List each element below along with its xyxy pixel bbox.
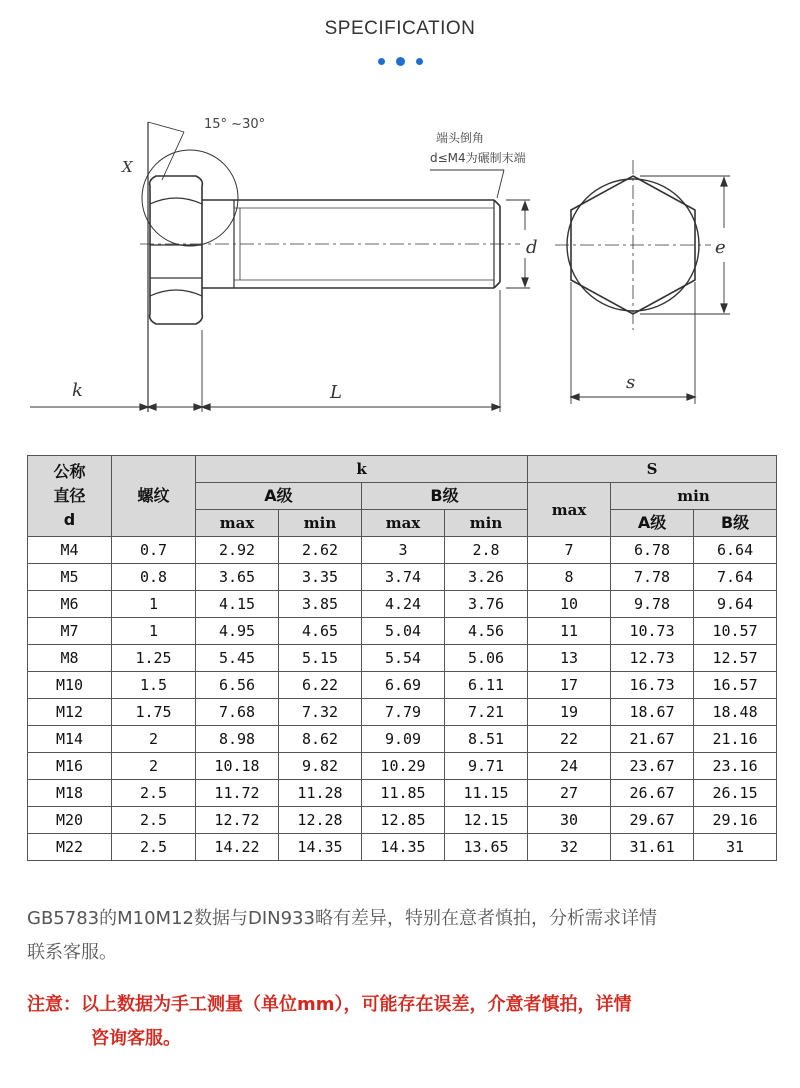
- table-cell: 2.62: [279, 537, 362, 564]
- table-row: [28, 699, 777, 726]
- table-cell: M6: [28, 591, 112, 618]
- table-cell: 6.69: [362, 672, 445, 699]
- s-max-header: max: [528, 483, 611, 537]
- table-cell: M7: [28, 618, 112, 645]
- table-cell: M22: [28, 834, 112, 861]
- table-row: [28, 780, 777, 807]
- table-cell: 8.62: [279, 726, 362, 753]
- table-cell: 6.22: [279, 672, 362, 699]
- table-cell: 16.57: [694, 672, 777, 699]
- table-cell: M20: [28, 807, 112, 834]
- s-group-header: S: [528, 456, 777, 483]
- table-cell: 7.79: [362, 699, 445, 726]
- table-cell: 11: [528, 618, 611, 645]
- table-cell: 5.06: [445, 645, 528, 672]
- table-cell: 3.76: [445, 591, 528, 618]
- table-cell: 24: [528, 753, 611, 780]
- diameter-label: 直径: [53, 486, 86, 505]
- table-cell: 5.04: [362, 618, 445, 645]
- table-cell: 3.65: [196, 564, 279, 591]
- bolt-drawing: [0, 100, 800, 420]
- pitch-header: 螺纹: [112, 456, 196, 537]
- table-cell: 11.28: [279, 780, 362, 807]
- table-row: [28, 537, 777, 564]
- table-cell: 1.5: [112, 672, 196, 699]
- nominal-diameter-header: [28, 456, 112, 537]
- angle-label: 15° ~30°: [204, 117, 266, 132]
- table-cell: 2.92: [196, 537, 279, 564]
- warning-note-line1: 注意：以上数据为手工测量（单位mm），可能存在误差，介意者慎拍，详情: [27, 994, 632, 1015]
- page-title: SPECIFICATION: [324, 18, 476, 39]
- table-cell: 30: [528, 807, 611, 834]
- table-row: [28, 672, 777, 699]
- table-cell: 6.11: [445, 672, 528, 699]
- table-cell: 8: [528, 564, 611, 591]
- table-cell: 11.85: [362, 780, 445, 807]
- table-cell: M14: [28, 726, 112, 753]
- table-cell: 14.35: [362, 834, 445, 861]
- table-cell: 5.45: [196, 645, 279, 672]
- table-cell: 29.67: [611, 807, 694, 834]
- table-cell: 2.5: [112, 834, 196, 861]
- table-row: [28, 645, 777, 672]
- difference-note-line1: GB5783的M10M12数据与DIN933略有差异，特别在意者慎拍，分析需求详情: [27, 908, 657, 929]
- table-row: [28, 753, 777, 780]
- table-cell: 0.7: [112, 537, 196, 564]
- table-cell: 7: [528, 537, 611, 564]
- difference-note: [27, 902, 777, 970]
- table-cell: 32: [528, 834, 611, 861]
- table-cell: 2: [112, 753, 196, 780]
- title-dots: [0, 58, 800, 66]
- table-cell: 12.28: [279, 807, 362, 834]
- table-cell: 12.73: [611, 645, 694, 672]
- warning-note: [27, 988, 777, 1056]
- e-dimension-label: e: [715, 237, 726, 258]
- s-grade-a-header: A级: [611, 510, 694, 537]
- s-min-header: min: [611, 483, 777, 510]
- k-a-max-header: max: [196, 510, 279, 537]
- d-dimension-label: d: [526, 237, 538, 258]
- table-row: [28, 807, 777, 834]
- table-cell: 2.8: [445, 537, 528, 564]
- table-cell: 13.65: [445, 834, 528, 861]
- table-cell: 4.24: [362, 591, 445, 618]
- table-cell: 3.26: [445, 564, 528, 591]
- table-cell: 1.75: [112, 699, 196, 726]
- table-cell: 2.5: [112, 807, 196, 834]
- table-cell: 23.16: [694, 753, 777, 780]
- table-cell: 13: [528, 645, 611, 672]
- table-cell: 22: [528, 726, 611, 753]
- table-cell: 29.16: [694, 807, 777, 834]
- table-cell: 16.73: [611, 672, 694, 699]
- table-cell: 2.5: [112, 780, 196, 807]
- table-row: [28, 618, 777, 645]
- table-cell: 14.35: [279, 834, 362, 861]
- table-cell: 10.57: [694, 618, 777, 645]
- table-row: [28, 564, 777, 591]
- warning-note-line2: 咨询客服。: [91, 1028, 181, 1049]
- table-cell: M5: [28, 564, 112, 591]
- table-cell: 10.29: [362, 753, 445, 780]
- k-grade-a-header: A级: [196, 483, 362, 510]
- table-cell: 7.68: [196, 699, 279, 726]
- table-row: [28, 834, 777, 861]
- table-cell: 19: [528, 699, 611, 726]
- table-cell: 26.15: [694, 780, 777, 807]
- table-cell: 4.56: [445, 618, 528, 645]
- d-label: d: [63, 510, 76, 529]
- table-cell: 14.22: [196, 834, 279, 861]
- table-cell: 5.15: [279, 645, 362, 672]
- table-cell: 21.16: [694, 726, 777, 753]
- table-cell: 3.85: [279, 591, 362, 618]
- table-cell: M10: [28, 672, 112, 699]
- table-cell: M16: [28, 753, 112, 780]
- dot-icon: [396, 57, 405, 66]
- k-dimension-label: k: [72, 380, 83, 401]
- table-cell: M8: [28, 645, 112, 672]
- table-cell: 12.85: [362, 807, 445, 834]
- chamfer-note-line2: d≤M4为碾制末端: [430, 151, 526, 165]
- table-cell: 9.78: [611, 591, 694, 618]
- table-cell: 26.67: [611, 780, 694, 807]
- spec-table: [27, 455, 777, 861]
- table-row: [28, 726, 777, 753]
- table-cell: 23.67: [611, 753, 694, 780]
- table-cell: 9.82: [279, 753, 362, 780]
- chamfer-note-line1: 端头倒角: [436, 131, 485, 145]
- detail-x-label: X: [122, 158, 133, 176]
- table-cell: 9.71: [445, 753, 528, 780]
- table-cell: 12.57: [694, 645, 777, 672]
- table-cell: 9.09: [362, 726, 445, 753]
- table-cell: 9.64: [694, 591, 777, 618]
- table-cell: 10: [528, 591, 611, 618]
- table-cell: 3.35: [279, 564, 362, 591]
- k-b-min-header: min: [445, 510, 528, 537]
- table-cell: 8.51: [445, 726, 528, 753]
- table-cell: 6.78: [611, 537, 694, 564]
- table-cell: 1: [112, 591, 196, 618]
- table-cell: 4.15: [196, 591, 279, 618]
- table-cell: M12: [28, 699, 112, 726]
- table-cell: 27: [528, 780, 611, 807]
- s-grade-b-header: B级: [694, 510, 777, 537]
- table-cell: M18: [28, 780, 112, 807]
- table-cell: 6.56: [196, 672, 279, 699]
- table-row: [28, 591, 777, 618]
- table-cell: 18.48: [694, 699, 777, 726]
- table-cell: 7.64: [694, 564, 777, 591]
- dot-icon: [378, 58, 385, 65]
- k-group-header: k: [196, 456, 528, 483]
- spec-table-body: [28, 537, 777, 861]
- table-cell: 17: [528, 672, 611, 699]
- table-cell: 11.15: [445, 780, 528, 807]
- table-cell: 2: [112, 726, 196, 753]
- table-cell: 3: [362, 537, 445, 564]
- table-cell: 6.64: [694, 537, 777, 564]
- table-cell: 18.67: [611, 699, 694, 726]
- table-cell: 31: [694, 834, 777, 861]
- table-cell: 3.74: [362, 564, 445, 591]
- table-cell: 31.61: [611, 834, 694, 861]
- table-cell: 7.32: [279, 699, 362, 726]
- s-dimension-label: s: [626, 372, 636, 393]
- table-cell: 8.98: [196, 726, 279, 753]
- table-cell: 12.72: [196, 807, 279, 834]
- nominal-label: 公称: [53, 462, 86, 481]
- difference-note-line2: 联系客服。: [27, 942, 117, 963]
- table-cell: 5.54: [362, 645, 445, 672]
- table-cell: M4: [28, 537, 112, 564]
- table-cell: 4.65: [279, 618, 362, 645]
- l-dimension-label: L: [330, 382, 342, 403]
- table-cell: 7.21: [445, 699, 528, 726]
- k-b-max-header: max: [362, 510, 445, 537]
- k-a-min-header: min: [279, 510, 362, 537]
- table-cell: 4.95: [196, 618, 279, 645]
- table-cell: 1.25: [112, 645, 196, 672]
- table-cell: 12.15: [445, 807, 528, 834]
- table-cell: 11.72: [196, 780, 279, 807]
- table-cell: 0.8: [112, 564, 196, 591]
- k-grade-b-header: B级: [362, 483, 528, 510]
- table-cell: 7.78: [611, 564, 694, 591]
- table-cell: 21.67: [611, 726, 694, 753]
- table-cell: 10.18: [196, 753, 279, 780]
- table-cell: 1: [112, 618, 196, 645]
- table-cell: 10.73: [611, 618, 694, 645]
- dot-icon: [416, 58, 423, 65]
